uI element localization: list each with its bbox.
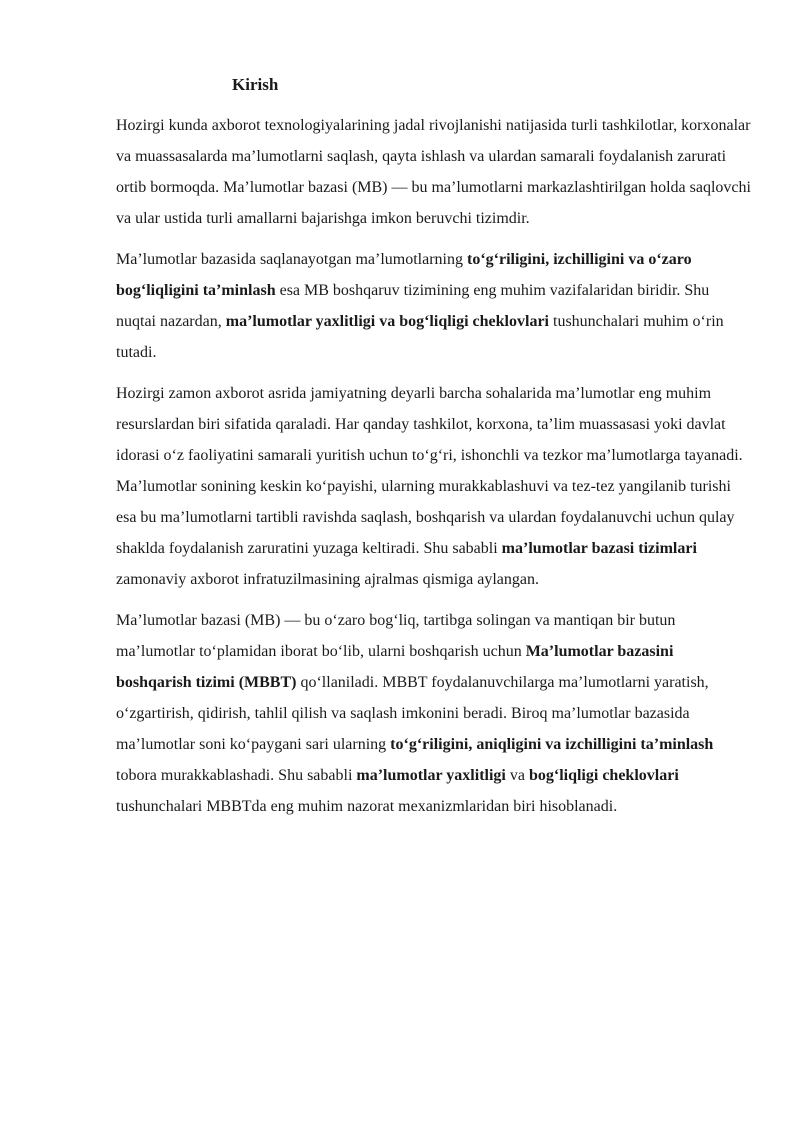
bold-text-run: ma’lumotlar yaxlitligi va bog‘liqligi cheklovlari [225,313,549,330]
text-run: Hozirgi kunda axborot texnologiyalarining jadal rivojlanishi natijasida turli tashkilotlar, korxonalar va muassasalarda ma’lumotlarni saqlash, qayta ishlash va ulardan samarali foydalanish zarurati ortib bormoqda. Ma’lumotlar bazasi (MB) — bu ma’lumotlarni markazlashtirilgan holda saqlovchi va ular ustida turli amallarni bajarishga imkon beruvchi tizimdir. [116,117,751,227]
body-paragraph [116,244,752,368]
bold-text-run: ma’lumotlar yaxlitligi [356,767,506,784]
body-paragraph [116,378,752,595]
bold-text-run: to‘g‘riligini, izchilligini va o‘zaro bog‘liqligini ta’minlash [116,251,692,299]
body-paragraph [116,605,752,822]
document-body [116,110,752,822]
section-heading: Kirish [232,75,279,94]
body-paragraph [116,110,752,234]
text-run: Hozirgi zamon axborot asrida jamiyatning deyarli barcha sohalarida ma’lumotlar eng muhim resurslardan biri sifatida qaraladi. Har qanday tashkilot, korxona, ta’lim muassasasi yoki davlat idorasi o‘z faoliyatini samarali yuritish uchun to‘g‘ri, ishonchli va tezkor ma’lumotlarga tayanadi. Ma’lumotlar sonining keskin ko‘payishi, ularning murakkablashuvi va tez-tez yangilanib turishi esa bu ma’lumotlarni tartibli ravishda saqlash, boshqarish va ulardan foydalanuvchi uchun qulay shaklda foydalanish zaruratini yuzaga keltiradi. Shu sababli [116,385,743,557]
document-page [116,72,752,832]
text-run: Ma’lumotlar bazasida saqlanayotgan ma’lumotlarning [116,251,467,268]
bold-text-run: to‘g‘riligini, aniqligini va izchilligini ta’minlash [390,736,714,753]
text-run: qo‘llaniladi. MBBT foydalanuvchilarga ma’lumotlarni yaratish, o‘zgartirish, qidirish, tahlil qilish va saqlash imkonini beradi. Biroq ma’lumotlar bazasida ma’lumotlar soni ko‘paygani sari ularning [116,674,709,753]
text-run: tushunchalari muhim o‘rin tutadi. [116,313,724,361]
bold-text-run: bog‘liqligi cheklovlari [528,767,679,784]
bold-text-run: Ma’lumotlar bazasini boshqarish tizimi (MBBT) [116,643,674,691]
text-run: esa MB boshqaruv tizimining eng muhim vazifalaridan biridir. Shu nuqtai nazardan, [116,282,710,330]
bold-text-run: ma’lumotlar bazasi tizimlari [501,540,697,557]
text-run: zamonaviy axborot infratuzilmasining ajralmas qismiga aylangan. [116,571,539,588]
text-run: tushunchalari MBBTda eng muhim nazorat mexanizmlaridan biri hisoblanadi. [116,798,618,815]
text-run: tobora murakkablashadi. Shu sababli [116,767,357,784]
text-run: va [505,767,529,784]
text-run: Ma’lumotlar bazasi (MB) — bu o‘zaro bog‘liq, tartibga solingan va mantiqan bir butun ma’lumotlar to‘plamidan iborat bo‘lib, ularni boshqarish uchun [116,612,676,660]
